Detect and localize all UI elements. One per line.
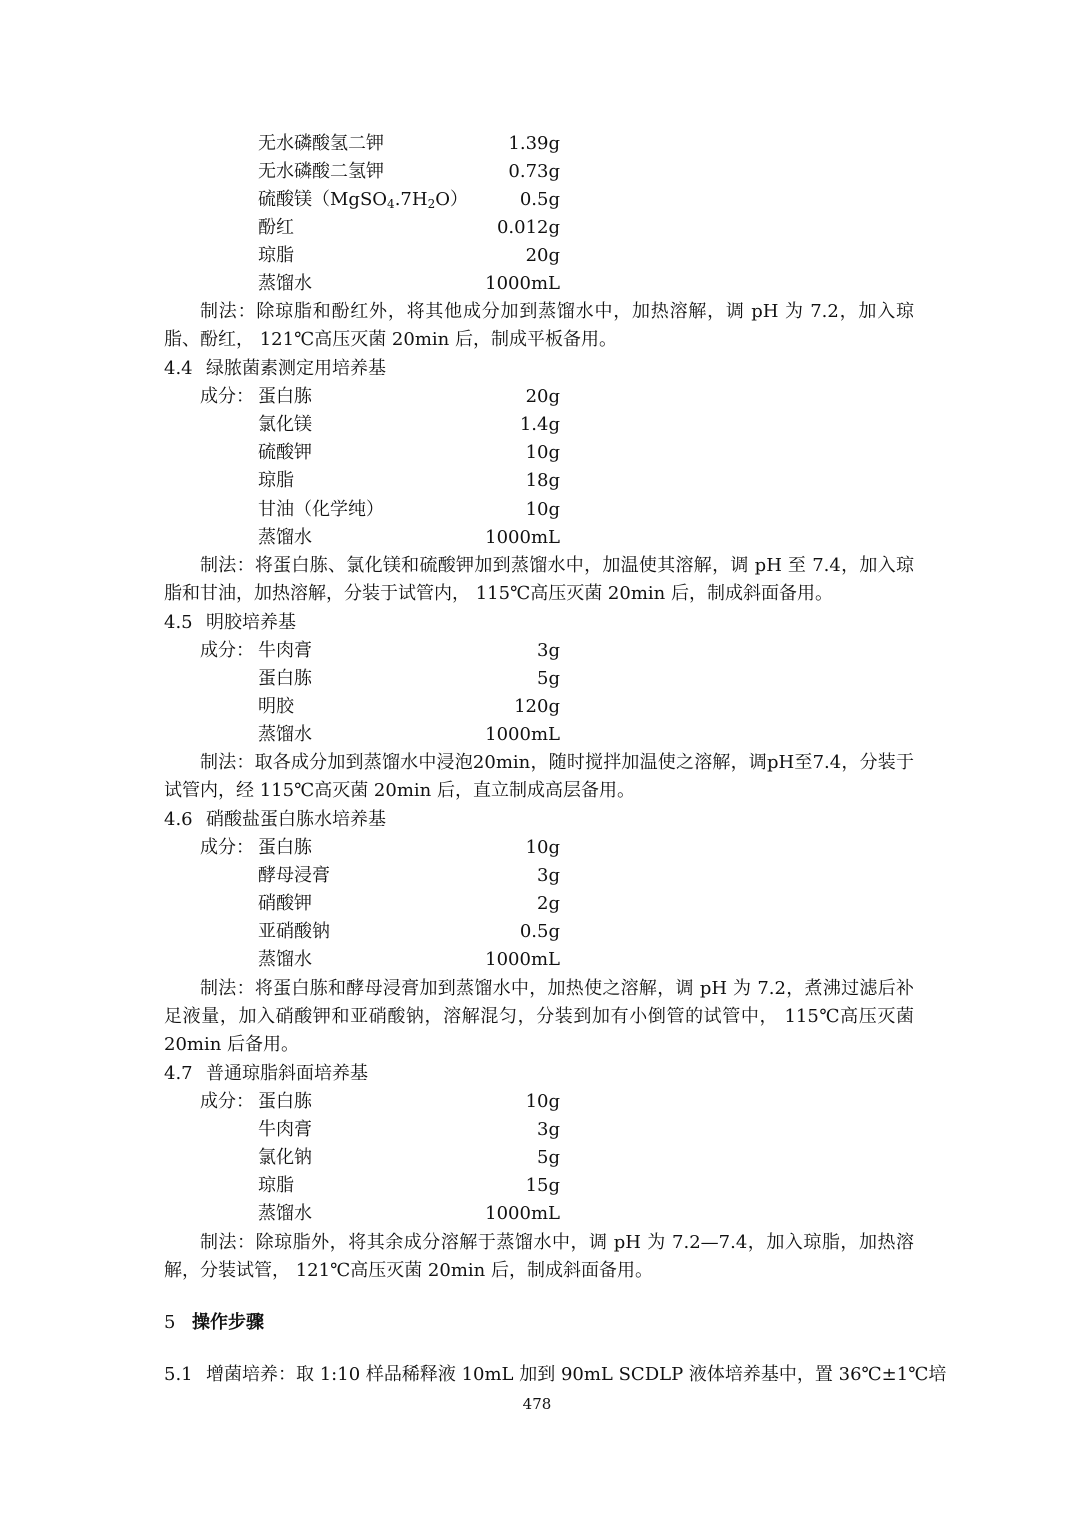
ingredient-amount: 1000mL (485, 949, 560, 970)
ingredients-label: 成分： (200, 837, 254, 858)
ingredient-name: 无水磷酸氢二钾 (258, 133, 384, 154)
ingredient-name: 琼脂 (258, 470, 294, 491)
method-paragraph: 制法：除琼脂外，将其余成分溶解于蒸馏水中，调 pH 为 7.2—7.4，加入琼脂，加热溶解，分装试管， 121℃高压灭菌 20min 后，制成斜面备用。 (164, 1232, 914, 1281)
ingredients-label: 成分： (200, 640, 254, 661)
method-paragraph: 制法：除琼脂和酚红外，将其他成分加到蒸馏水中，加热溶解，调 pH 为 7.2，加入琼脂、酚红， 121℃高压灭菌 20min 后，制成平板备用。 (164, 301, 914, 350)
ingredient-amount: 1.39g (508, 133, 560, 154)
ingredient-amount: 10g (525, 1091, 560, 1112)
ingredient-name: 牛肉膏 (258, 640, 312, 661)
ingredient-name: 琼脂 (258, 245, 294, 266)
ingredient-amount: 3g (537, 865, 560, 886)
ingredient-amount: 1.4g (519, 414, 560, 435)
ingredient-name: 蒸馏水 (258, 949, 312, 970)
ingredient-name: 明胶 (258, 696, 294, 717)
section-heading-4-6: 4.6 硝酸盐蛋白胨水培养基 (164, 809, 386, 830)
ingredient-name: 氯化钠 (258, 1147, 312, 1168)
ingredient-name: 琼脂 (258, 1175, 294, 1196)
ingredient-amount: 20g (525, 386, 560, 407)
ingredient-name: 蒸馏水 (258, 273, 312, 294)
ingredient-amount: 10g (525, 442, 560, 463)
ingredient-name: 无水磷酸二氢钾 (258, 161, 384, 182)
ingredient-amount: 3g (537, 640, 560, 661)
section-heading-4-4: 4.4 绿脓菌素测定用培养基 (164, 358, 386, 379)
ingredient-amount: 0.5g (519, 189, 560, 210)
ingredient-amount: 0.5g (519, 921, 560, 942)
ingredient-name: 蛋白胨 (258, 668, 312, 689)
ingredient-amount: 10g (525, 837, 560, 858)
ingredient-amount: 20g (525, 245, 560, 266)
ingredient-name: 酵母浸膏 (258, 865, 330, 886)
ingredient-name-formula: 硫酸镁$(MgSO_4.7H_2O)$ (258, 189, 468, 211)
ingredient-amount: 1000mL (485, 527, 560, 548)
method-paragraph: 制法：将蛋白胨和酵母浸膏加到蒸馏水中，加热使之溶解，调 pH 为 7.2，煮沸过滤后补足液量，加入硝酸钾和亚硝酸钠，溶解混匀，分装到加有小倒管的试管中， 115℃高压灭菌 20min 后备用。 (164, 978, 914, 1055)
ingredient-name: 氯化镁 (258, 414, 312, 435)
ingredients-label: 成分： (200, 1091, 254, 1112)
ingredient-amount: 1000mL (485, 1203, 560, 1224)
ingredient-amount: 1000mL (485, 724, 560, 745)
ingredient-amount: 15g (525, 1175, 560, 1196)
ingredient-name: 酚红 (258, 217, 294, 238)
method-paragraph: 制法：取各成分加到蒸馏水中浸泡20min，随时搅拌加温使之溶解，调pH至7.4，分装于试管内，经 115℃高灭菌 20min 后，直立制成高层备用。 (164, 752, 914, 801)
section-heading-5-1: 5.1 增菌培养：取 1:10 样品稀释液 10mL 加到 90mL SCDLP 液体培养基中，置 36℃±1℃培 (164, 1364, 947, 1385)
ingredient-name: 蒸馏水 (258, 1203, 312, 1224)
section-heading-4-5: 4.5 明胶培养基 (164, 612, 296, 633)
ingredient-amount: 1000mL (485, 273, 560, 294)
ingredient-name: 甘油（化学纯） (258, 499, 384, 520)
ingredient-amount: 0.73g (508, 161, 560, 182)
section-heading-5: 5 操作步骤 (164, 1312, 264, 1333)
ingredient-name: 牛肉膏 (258, 1119, 312, 1140)
ingredient-amount: 3g (537, 1119, 560, 1140)
ingredient-name: 蒸馏水 (258, 527, 312, 548)
ingredient-amount: 18g (525, 470, 560, 491)
method-paragraph: 制法：将蛋白胨、氯化镁和硫酸钾加到蒸馏水中，加温使其溶解，调 pH 至 7.4，加入琼脂和甘油，加热溶解，分装于试管内， 115℃高压灭菌 20min 后，制成斜面备用。 (164, 555, 914, 604)
ingredient-amount: 120g (514, 696, 560, 717)
ingredient-amount: 0.012g (496, 217, 560, 238)
page-number: 478 (522, 1395, 552, 1413)
ingredient-amount: 10g (525, 499, 560, 520)
ingredient-name: 蛋白胨 (258, 837, 312, 858)
ingredient-name: 蛋白胨 (258, 1091, 312, 1112)
ingredient-name: 蒸馏水 (258, 724, 312, 745)
ingredient-amount: 2g (537, 893, 560, 914)
section-heading-4-7: 4.7 普通琼脂斜面培养基 (164, 1063, 368, 1084)
ingredient-amount: 5g (537, 1147, 560, 1168)
ingredients-label: 成分： (200, 386, 254, 407)
ingredient-name: 亚硝酸钠 (258, 921, 330, 942)
ingredient-name: 硝酸钾 (258, 893, 312, 914)
ingredient-name: 硫酸钾 (258, 442, 312, 463)
ingredient-name: 蛋白胨 (258, 386, 312, 407)
ingredient-amount: 5g (537, 668, 560, 689)
